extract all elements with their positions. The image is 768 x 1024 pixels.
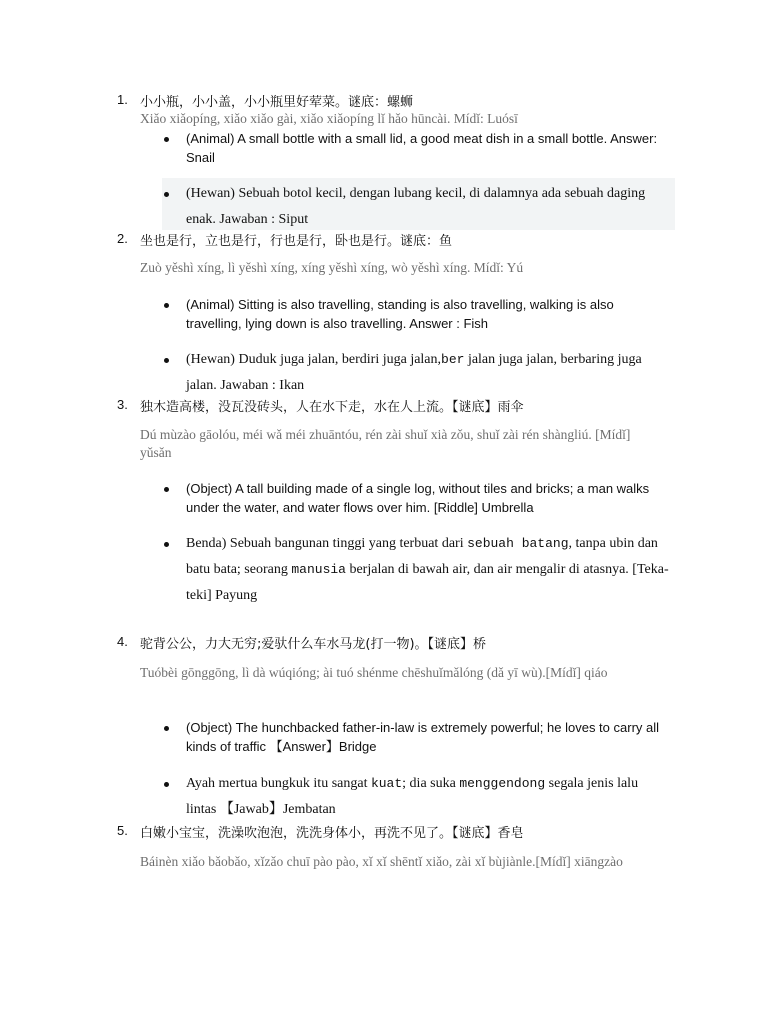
item-3-indonesian [186,531,676,609]
bullet-icon [164,487,169,492]
item-2-english: (Animal) Sitting is also travelling, standing is also travelling, walking is also travelling, lying down is also travelling. Answer : Fish [186,297,614,331]
item-3-indonesian-part-c: berjalan di bawah air, dan air mengalir di atasnya. [Teka-teki] Payung [186,562,669,603]
item-4-indonesian [186,771,666,823]
bullet-icon [164,726,169,731]
item-1-chinese: 小小瓶，小小盖，小小瓶里好荤菜。谜底：螺蛳 [140,95,414,110]
item-2-indonesian [186,347,671,399]
item-2-chinese: 坐也是行，立也是行，行也是行，卧也是行。谜底：鱼 [140,234,453,249]
item-2-indonesian-part-a: (Hewan) Duduk juga jalan, berdiri juga jalan, [186,352,442,367]
item-1-number: 1. [117,92,128,107]
item-1-pinyin: Xiǎo xiǎopíng, xiǎo xiǎo gài, xiǎo xiǎopíng lǐ hǎo hūncài. Mídǐ: Luósī [140,111,518,126]
item-2-number: 2. [117,231,128,246]
bullet-icon [164,542,169,547]
item-4-pinyin: Tuóbèi gōnggōng, lì dà wúqióng; ài tuó shénme chēshuǐmǎlóng (dǎ yī wù).[Mídǐ] qiáo [140,665,608,680]
item-2-indonesian-mono: ber [441,352,465,367]
bullet-icon [164,782,169,787]
item-2-indonesian-part-b: jalan juga jalan, berbaring juga jalan. Jawaban : Ikan [186,352,642,393]
item-3-number: 3. [117,397,128,412]
bullet-icon [164,192,169,197]
item-4-number: 4. [117,634,128,649]
bullet-icon [164,137,169,142]
item-5-chinese: 白嫩小宝宝，洗澡吹泡泡，洗洗身体小，再洗不见了。【谜底】香皂 [140,826,524,841]
item-5-number: 5. [117,823,128,838]
item-3-indonesian-mono-2: manusia [291,562,346,577]
item-3-indonesian-part-b: , tanpa ubin dan batu bata; seorang [186,536,658,577]
item-3-chinese: 独木造高楼，没瓦没砖头，人在水下走，水在人上流。【谜底】雨伞 [140,400,524,415]
item-3-indonesian-mono-1: sebuah batang [467,536,569,551]
item-4-chinese: 驼背公公，力大无穷;爱驮什么车水马龙(打一物)。【谜底】桥 [140,637,487,652]
item-5-pinyin: Báinèn xiǎo bǎobǎo, xǐzǎo chuī pào pào, xǐ xǐ shēntǐ xiǎo, zài xǐ bùjiànle.[Mídǐ] xiāngzào [140,854,623,869]
item-4-indonesian-part-a: Ayah mertua bungkuk itu sangat [186,776,371,791]
item-4-english: (Object) The hunchbacked father-in-law is extremely powerful; he loves to carry all kinds of traffic 【Answer】Bridge [186,720,660,754]
item-4-indonesian-part-c: segala jenis lalu lintas 【Jawab】Jembatan [186,776,639,817]
item-4-indonesian-mono-2: menggendong [459,776,546,791]
bullet-icon [164,358,169,363]
item-4-indonesian-mono-1: kuat [370,776,403,791]
item-2-pinyin: Zuò yěshì xíng, lì yěshì xíng, xíng yěshì xíng, wò yěshì xíng. Mídǐ: Yú [140,260,524,275]
item-3-indonesian-part-a: Benda) Sebuah bangunan tinggi yang terbuat dari [186,536,468,551]
item-1-indonesian: (Hewan) Sebuah botol kecil, dengan lubang kecil, di dalamnya ada sebuah daging enak. Jawaban : Siput [186,186,646,227]
item-1-english: (Animal) A small bottle with a small lid, a good meat dish in a small bottle. Answer: Snail [186,131,658,165]
bullet-icon [164,303,169,308]
item-4-indonesian-part-b: ; dia suka [402,776,460,791]
item-3-pinyin: Dú mùzào gāolóu, méi wǎ méi zhuāntóu, rén zài shuǐ xià zǒu, shuǐ zài rén shàngliú. [Mídǐ] yǔsǎn [140,427,631,460]
item-3-english: (Object) A tall building made of a single log, without tiles and bricks; a man walks under the water, and water flows over him. [Riddle] Umbrella [186,481,650,515]
